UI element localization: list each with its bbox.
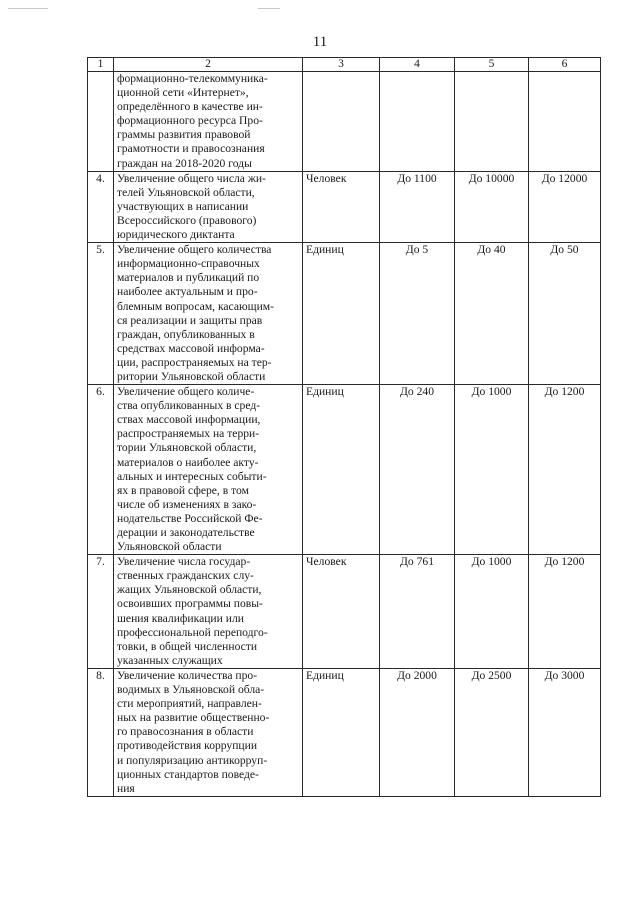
description-line: наиболее актуальным и про-	[117, 285, 258, 299]
indicator-description	[114, 385, 303, 555]
row-number: 7.	[88, 555, 114, 669]
value-cell: До 1100	[380, 171, 455, 242]
description-line: ственных гражданских слу-	[117, 569, 254, 583]
value-cell: До 1200	[529, 385, 601, 555]
value-cell	[455, 72, 529, 172]
unit-cell: Единиц	[303, 243, 380, 385]
indicator-description	[114, 171, 303, 242]
description-line: товки, в общей численности	[117, 639, 258, 653]
description-line: числе об изменениях в зако-	[117, 497, 257, 511]
description-line: и популяризацию антикорруп-	[117, 753, 268, 767]
description-line: распространяемых на терри-	[117, 427, 260, 441]
description-line: жащих Ульяновской области,	[117, 583, 262, 597]
description-line: материалов и публикаций по	[117, 271, 260, 285]
scan-artifact-line	[8, 8, 48, 9]
row-number: 8.	[88, 668, 114, 796]
unit-cell: Единиц	[303, 385, 380, 555]
value-cell: До 40	[455, 243, 529, 385]
table-row	[88, 72, 601, 172]
description-line: ции, распространяемых на тер-	[117, 355, 272, 369]
description-line: Увеличение общего количе-	[117, 385, 255, 399]
row-number: 4.	[88, 171, 114, 242]
description-line: Увеличение общего количества	[117, 243, 272, 257]
value-cell: До 10000	[455, 171, 529, 242]
description-line: Всероссийского (правового)	[117, 213, 257, 227]
indicators-table	[87, 57, 601, 797]
value-cell: До 1000	[455, 385, 529, 555]
value-cell: До 2000	[380, 668, 455, 796]
description-line: формационно-телекоммуника-	[117, 72, 268, 85]
indicator-description	[114, 555, 303, 669]
description-line: ся реализации и защиты прав	[117, 313, 263, 327]
value-cell: До 50	[529, 243, 601, 385]
description-line: граждан на 2018-2020 годы	[117, 156, 252, 170]
description-line: материалов о наиболее акту-	[117, 455, 259, 469]
value-cell: До 761	[380, 555, 455, 669]
description-line: блемным вопросам, касающим-	[117, 299, 274, 313]
indicator-description	[114, 72, 303, 172]
description-line: формационного ресурса Про-	[117, 114, 263, 128]
column-number: 4	[380, 58, 455, 72]
description-line: тории Ульяновской области,	[117, 441, 257, 455]
description-line: ях в правовой сфере, в том	[117, 483, 249, 497]
description-line: профессиональной переподго-	[117, 625, 268, 639]
description-line: дерации и законодательстве	[117, 526, 255, 539]
description-line: юридического диктанта	[117, 228, 235, 242]
value-cell: До 5	[380, 243, 455, 385]
description-line: нодательстве Российской Фе-	[117, 511, 263, 525]
indicator-description	[114, 243, 303, 385]
description-line: ния	[117, 781, 135, 795]
description-line: Ульяновской области	[117, 540, 222, 554]
value-cell: До 1000	[455, 555, 529, 669]
description-line: Увеличение количества про-	[117, 668, 258, 682]
description-line: средствах массовой информа-	[117, 341, 265, 355]
description-line: Увеличение числа государ-	[117, 555, 251, 569]
column-number: 6	[529, 58, 601, 72]
value-cell: До 3000	[529, 668, 601, 796]
table-row	[88, 385, 601, 555]
description-line: телей Ульяновской области,	[117, 185, 255, 199]
description-line: сти мероприятий, направлен-	[117, 697, 262, 711]
column-number: 1	[88, 58, 114, 72]
value-cell: До 240	[380, 385, 455, 555]
table-row	[88, 243, 601, 385]
description-line: граждан, опубликованных в	[117, 327, 255, 341]
value-cell	[529, 72, 601, 172]
row-number	[88, 72, 114, 172]
table-row	[88, 555, 601, 669]
unit-cell	[303, 72, 380, 172]
unit-cell: Человек	[303, 171, 380, 242]
description-line: грамотности и правосознания	[117, 142, 265, 156]
description-line: шения квалификации или	[117, 611, 244, 625]
unit-cell: Человек	[303, 555, 380, 669]
value-cell: До 2500	[455, 668, 529, 796]
description-line: участвующих в написании	[117, 199, 249, 213]
value-cell	[380, 72, 455, 172]
description-line: указанных служащих	[117, 653, 223, 667]
description-line: освоивших программы повы-	[117, 597, 263, 611]
description-line: водимых в Ульяновской обла-	[117, 683, 265, 697]
description-line: граммы развития правовой	[117, 128, 251, 142]
page-number: 11	[312, 34, 328, 50]
description-line: противодействия коррупции	[117, 739, 258, 753]
table-row	[88, 668, 601, 796]
description-line: ционной сети «Интернет»,	[117, 86, 249, 100]
scan-artifact-line	[258, 8, 280, 9]
description-line: ства опубликованных в сред-	[117, 399, 261, 413]
table-row	[88, 171, 601, 242]
description-line: ционных стандартов поведе-	[117, 767, 259, 781]
description-line: Увеличение общего числа жи-	[117, 171, 266, 185]
description-line: определённого в качестве ин-	[117, 100, 263, 114]
description-line: го правосознания в области	[117, 725, 254, 739]
description-line: информационно-справочных	[117, 257, 260, 271]
description-line: альных и интересных событи-	[117, 469, 267, 483]
column-number: 5	[455, 58, 529, 72]
unit-cell: Единиц	[303, 668, 380, 796]
description-line: ритории Ульяновской области	[117, 369, 266, 383]
value-cell: До 12000	[529, 171, 601, 242]
column-number: 2	[114, 58, 303, 72]
description-line: ствах массовой информации,	[117, 413, 261, 427]
column-number-row	[88, 58, 601, 72]
row-number: 5.	[88, 243, 114, 385]
row-number: 6.	[88, 385, 114, 555]
value-cell: До 1200	[529, 555, 601, 669]
column-number: 3	[303, 58, 380, 72]
indicator-description	[114, 668, 303, 796]
description-line: ных на развитие общественно-	[117, 711, 270, 725]
